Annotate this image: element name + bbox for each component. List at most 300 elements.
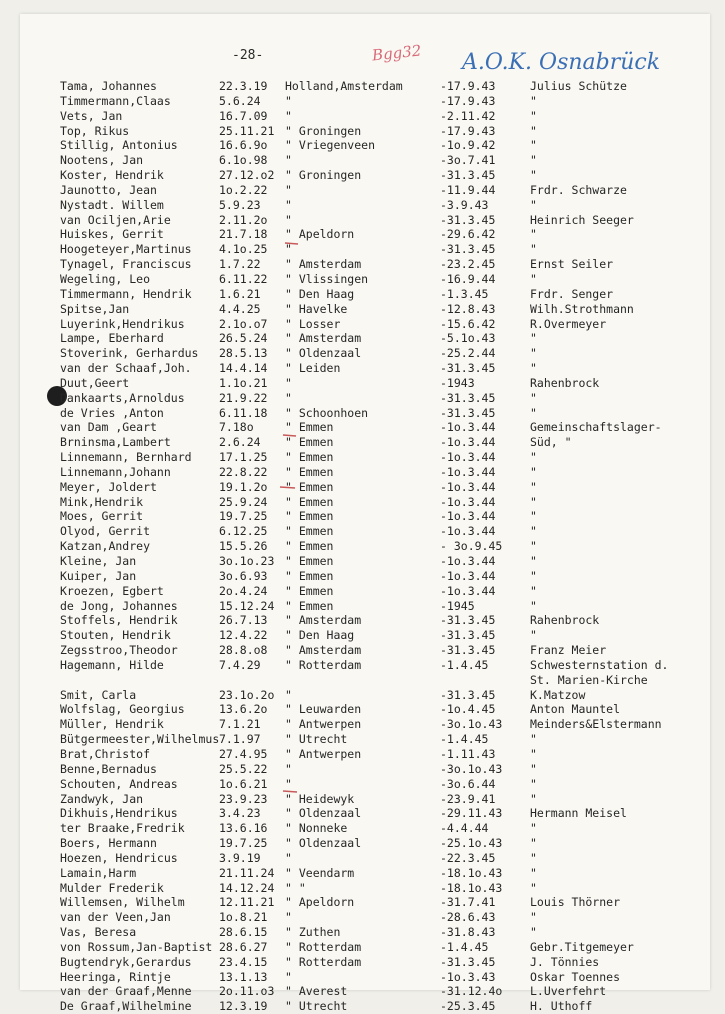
exit-date: -3.9.43 [440, 197, 489, 212]
origin-place: " Leiden [285, 361, 341, 376]
person-name: Nootens, Jan [60, 153, 144, 168]
origin-place: " Amsterdam [285, 613, 362, 628]
origin-place: " [285, 969, 292, 984]
origin-place: " [285, 687, 292, 702]
employer-name: " [530, 583, 537, 598]
exit-date: -25.2.44 [440, 346, 496, 361]
person-name: Willemsen, Wilhelm [60, 895, 185, 910]
exit-date: -31.12.4o [440, 984, 503, 999]
exit-date: -31.7.41 [440, 895, 496, 910]
person-name: Vas, Beresa [60, 925, 137, 940]
birth-date: 28.6.27 [219, 939, 268, 954]
employer-name: " [530, 628, 537, 643]
person-name: Tama, Johannes [60, 79, 157, 93]
birth-date: 1o.8.21 [219, 910, 268, 925]
birth-date: 21.7.18 [219, 227, 268, 242]
birth-date: 7.18o [219, 420, 254, 435]
employer-name: " [530, 464, 537, 479]
origin-place: " Emmen [285, 509, 334, 524]
table-row [60, 257, 700, 272]
person-name: Vets, Jan [60, 108, 123, 123]
person-name: Olyod, Gerrit [60, 524, 151, 539]
exit-date: -23.2.45 [440, 257, 496, 272]
employer-name: " [530, 138, 537, 153]
table-row [60, 569, 700, 584]
birth-date: 26.7.13 [219, 613, 268, 628]
exit-date: -25.1o.43 [440, 836, 503, 851]
employer-name: " [530, 910, 537, 925]
table-row [60, 806, 700, 821]
origin-place: " Heidewyk [285, 791, 355, 806]
person-name: van der Veen,Jan [60, 910, 171, 925]
exit-date: -1o.3.44 [440, 494, 496, 509]
exit-date: -2.11.42 [440, 108, 496, 123]
birth-date: 2o.11.o3 [219, 984, 275, 999]
person-name: Kroezen, Egbert [60, 583, 164, 598]
table-row [60, 124, 700, 139]
table-row [60, 376, 700, 391]
person-name: Mulder Frederik [60, 880, 164, 895]
table-row [60, 747, 700, 762]
person-name: Hoogeteyer,Martinus [60, 242, 192, 257]
exit-date: -1o.3.44 [440, 435, 496, 450]
person-name: Timmermann,Claas [60, 93, 171, 108]
employer-name: " [530, 197, 537, 212]
person-name: Wegeling, Leo [60, 271, 151, 286]
red-pencil-annotation: Bgg32 [371, 41, 423, 65]
table-row [60, 138, 700, 153]
origin-place: " Utrecht [285, 999, 348, 1014]
exit-date: -31.3.45 [440, 361, 496, 376]
birth-date: 22.8.22 [219, 464, 268, 479]
employer-name: Heinrich Seeger [530, 212, 634, 227]
origin-place: " [285, 108, 292, 123]
birth-date: 6.11.22 [219, 271, 268, 286]
origin-place: " Apeldorn [285, 227, 355, 242]
origin-place: " Rotterdam [285, 939, 362, 954]
employer-name: " [530, 168, 537, 183]
employer-name: " [530, 123, 537, 138]
person-name: Jaunotto, Jean [60, 182, 157, 197]
birth-date: 1.7.22 [219, 257, 261, 272]
employer-name: Franz Meier [530, 643, 607, 658]
origin-place: " [285, 375, 292, 390]
table-row [60, 955, 700, 970]
person-name: Hagemann, Hilde [60, 657, 164, 672]
birth-date: 25.9.24 [219, 494, 268, 509]
exit-date: -18.1o.43 [440, 865, 503, 880]
table-row [60, 450, 700, 465]
exit-date: -16.9.44 [440, 271, 496, 286]
origin-place: " Oldenzaal [285, 836, 362, 851]
blue-handwritten-annotation: A.O.K. Osnabrück [462, 50, 661, 75]
origin-place: " [285, 182, 292, 197]
birth-date: 15.5.26 [219, 539, 268, 554]
exit-date: -4.4.44 [440, 821, 489, 836]
table-row [60, 317, 700, 332]
origin-place: " [285, 910, 292, 925]
birth-date: 4.4.25 [219, 301, 261, 316]
origin-place: " Emmen [285, 494, 334, 509]
table-row [60, 287, 700, 302]
exit-date: -17.9.43 [440, 79, 496, 93]
person-name: Heeringa, Rintje [60, 969, 171, 984]
exit-date: -1o.9.42 [440, 138, 496, 153]
employer-name: " [530, 880, 537, 895]
table-row [60, 539, 700, 554]
origin-place: " Oldenzaal [285, 806, 362, 821]
birth-date: 2o.4.24 [219, 583, 268, 598]
birth-date: 2.11.2o [219, 212, 268, 227]
exit-date: -1o.3.44 [440, 420, 496, 435]
birth-date: 26.5.24 [219, 331, 268, 346]
origin-place: " [285, 850, 292, 865]
person-name: Katzan,Andrey [60, 539, 151, 554]
exit-date: -23.9.41 [440, 791, 496, 806]
origin-place: " Losser [285, 316, 341, 331]
table-row [60, 153, 700, 168]
employer-name: Gebr.Titgemeyer [530, 939, 634, 954]
exit-date: -3o.6.44 [440, 776, 496, 791]
origin-place: " Emmen [285, 464, 334, 479]
table-row [60, 732, 700, 747]
origin-place: " Antwerpen [285, 717, 362, 732]
employer-name: Julius Schütze [530, 79, 627, 93]
origin-place: " Zuthen [285, 925, 341, 940]
exit-date: -1o.4.45 [440, 702, 496, 717]
table-row [60, 584, 700, 599]
exit-date: -31.8.43 [440, 925, 496, 940]
person-name: Brat,Christof [60, 746, 151, 761]
table-row [60, 79, 700, 94]
birth-date: 1.6.21 [219, 286, 261, 301]
employer-name: Meinders&Elstermann [530, 717, 662, 732]
origin-place: " Emmen [285, 598, 334, 613]
birth-date: 23.1o.2o [219, 687, 275, 702]
employer-name: Rahenbrock [530, 613, 600, 628]
employer-name: Frdr. Senger [530, 286, 614, 301]
table-row [60, 391, 700, 406]
employer-name: " [530, 153, 537, 168]
birth-date: 6.12.25 [219, 524, 268, 539]
birth-date: 23.9.23 [219, 791, 268, 806]
birth-date: 4.1o.25 [219, 242, 268, 257]
person-name: Benne,Bernadus [60, 761, 157, 776]
exit-date: -31.3.45 [440, 954, 496, 969]
person-name: Stouten, Hendrik [60, 628, 171, 643]
birth-date: 1o.2.22 [219, 182, 268, 197]
person-name: ter Braake,Fredrik [60, 821, 185, 836]
birth-date: 2.1o.o7 [219, 316, 268, 331]
birth-date: 16.7.09 [219, 108, 268, 123]
table-row [60, 302, 700, 317]
employer-name: " [530, 821, 537, 836]
birth-date: 21.9.22 [219, 390, 268, 405]
exit-date: -1.4.45 [440, 939, 489, 954]
exit-date: -1.4.45 [440, 732, 489, 747]
person-name: de Vries ,Anton [60, 405, 164, 420]
birth-date: 1o.6.21 [219, 776, 268, 791]
table-row [60, 881, 700, 896]
table-row [60, 242, 700, 257]
exit-date: -17.9.43 [440, 123, 496, 138]
origin-place: " Den Haag [285, 286, 355, 301]
employer-name: " [530, 331, 537, 346]
person-name: Moes, Gerrit [60, 509, 144, 524]
employer-name: " [530, 93, 537, 108]
person-name: Top, Rikus [60, 123, 130, 138]
person-name: Zandwyk, Jan [60, 791, 144, 806]
person-name: Nystadt. Willem [60, 197, 164, 212]
birth-date: 7.1.97 [219, 732, 261, 747]
table-row [60, 168, 700, 183]
employer-name: " [530, 227, 537, 242]
birth-date: 16.6.9o [219, 138, 268, 153]
birth-date: 5.9.23 [219, 197, 261, 212]
table-row [60, 361, 700, 376]
origin-place: " Utrecht [285, 732, 348, 747]
employer-name: Frdr. Schwarze [530, 182, 627, 197]
origin-place: " Amsterdam [285, 257, 362, 272]
birth-date: 13.1.13 [219, 969, 268, 984]
employer-name: J. Tönnies [530, 954, 600, 969]
birth-date: 2.6.24 [219, 435, 261, 450]
person-name: Stillig, Antonius [60, 138, 178, 153]
table-row [60, 821, 700, 836]
table-row [60, 702, 700, 717]
exit-date: -5.1o.43 [440, 331, 496, 346]
employer-name: " [530, 346, 537, 361]
employer-name: K.Matzow [530, 687, 586, 702]
table-row [60, 999, 700, 1014]
employer-name: Gemeinschaftslager- [530, 420, 662, 435]
employer-name: H. Uthoff [530, 999, 593, 1014]
person-name: Wolfslag, Georgius [60, 702, 185, 717]
birth-date: 27.12.o2 [219, 168, 275, 183]
birth-date: 12.4.22 [219, 628, 268, 643]
exit-date: -11.9.44 [440, 182, 496, 197]
birth-date: 15.12.24 [219, 598, 275, 613]
birth-date: 13.6.16 [219, 821, 268, 836]
employer-name: St. Marien-Kirche [530, 672, 648, 687]
person-name: Brninsma,Lambert [60, 435, 171, 450]
origin-place: " Den Haag [285, 628, 355, 643]
exit-date: -31.3.45 [440, 168, 496, 183]
employer-name: Oskar Toennes [530, 969, 621, 984]
employer-name: " [530, 568, 537, 583]
exit-date: -31.3.45 [440, 390, 496, 405]
birth-date: 25.5.22 [219, 761, 268, 776]
employer-name: " [530, 450, 537, 465]
person-name: Koster, Hendrik [60, 168, 164, 183]
origin-place: " [285, 197, 292, 212]
employer-name: Rahenbrock [530, 375, 600, 390]
employer-name: " [530, 494, 537, 509]
origin-place: " [285, 242, 292, 257]
employer-name: " [530, 836, 537, 851]
employer-name: " [530, 746, 537, 761]
origin-place: " [285, 761, 292, 776]
origin-place: " Emmen [285, 479, 334, 494]
table-row [60, 346, 700, 361]
exit-date: -1o.3.44 [440, 464, 496, 479]
person-name: De Graaf,Wilhelmine [60, 999, 192, 1014]
employer-name: " [530, 271, 537, 286]
table-row [60, 509, 700, 524]
exit-date: -31.3.45 [440, 628, 496, 643]
person-name: Tynagel, Franciscus [60, 257, 192, 272]
table-row [60, 406, 700, 421]
exit-date: -31.3.45 [440, 405, 496, 420]
table-row [60, 866, 700, 881]
birth-date: 12.11.21 [219, 895, 275, 910]
birth-date: 3.4.23 [219, 806, 261, 821]
birth-date: 23.4.15 [219, 954, 268, 969]
birth-date: 28.8.o8 [219, 643, 268, 658]
table-row [60, 762, 700, 777]
birth-date: 12.3.19 [219, 999, 268, 1014]
person-name: Dankaarts,Arnoldus [60, 390, 185, 405]
person-name: van Ociljen,Arie [60, 212, 171, 227]
origin-place: " Havelke [285, 301, 348, 316]
table-row [60, 183, 700, 198]
employer-name: L.Uverfehrt [530, 984, 607, 999]
origin-place: " Emmen [285, 420, 334, 435]
origin-place: " [285, 390, 292, 405]
origin-place: " " [285, 880, 306, 895]
employer-name: " [530, 242, 537, 257]
origin-place: " Rotterdam [285, 954, 362, 969]
origin-place: " Emmen [285, 435, 334, 450]
exit-date: -1.4.45 [440, 657, 489, 672]
table-row [60, 599, 700, 614]
employer-name: Ernst Seiler [530, 257, 614, 272]
birth-date: 22.3.19 [219, 79, 268, 93]
exit-date: -1o.3.44 [440, 479, 496, 494]
employer-name: " [530, 479, 537, 494]
employer-name: " [530, 509, 537, 524]
employer-name: " [530, 405, 537, 420]
birth-date: 21.11.24 [219, 865, 275, 880]
person-name: Smit, Carla [60, 687, 137, 702]
origin-place: " Emmen [285, 568, 334, 583]
table-row [60, 777, 700, 792]
table-row [60, 970, 700, 985]
birth-date: 28.6.15 [219, 925, 268, 940]
employer-name: Louis Thörner [530, 895, 621, 910]
table-row [60, 688, 700, 703]
employer-name: Süd, " [530, 435, 572, 450]
origin-place: " Amsterdam [285, 331, 362, 346]
table-row [60, 613, 700, 628]
person-name: Bütgermeester,Wilhelmus [60, 732, 220, 747]
employer-name: " [530, 524, 537, 539]
employer-name: Wilh.Strothmann [530, 301, 634, 316]
employer-name: Hermann Meisel [530, 806, 627, 821]
exit-date: -1943 [440, 375, 475, 390]
origin-place: " Amsterdam [285, 643, 362, 658]
birth-date: 1.1o.21 [219, 375, 268, 390]
employer-name: " [530, 598, 537, 613]
origin-place: " Antwerpen [285, 746, 362, 761]
table-row [60, 420, 700, 435]
employer-name: " [530, 390, 537, 405]
table-row [60, 643, 700, 658]
table-row [60, 554, 700, 569]
table-row [60, 658, 700, 673]
table-row [60, 465, 700, 480]
table-row [60, 717, 700, 732]
table-row [60, 851, 700, 866]
register-table [60, 79, 700, 1014]
table-row [60, 435, 700, 450]
table-row [60, 109, 700, 124]
person-name: Lamain,Harm [60, 865, 137, 880]
birth-date: 14.4.14 [219, 361, 268, 376]
exit-date: -22.3.45 [440, 850, 496, 865]
page-number: -28- [232, 48, 264, 63]
exit-date: -3o.1o.43 [440, 761, 503, 776]
origin-place: " Vriegenveen [285, 138, 376, 153]
table-row [60, 984, 700, 999]
exit-date: -3o.1o.43 [440, 717, 503, 732]
table-row [60, 792, 700, 807]
table-row [60, 895, 700, 910]
birth-date: 25.11.21 [219, 123, 275, 138]
birth-date: 7.1.21 [219, 717, 261, 732]
employer-name: " [530, 539, 537, 554]
birth-date: 6.1o.98 [219, 153, 268, 168]
person-name: Hoezen, Hendricus [60, 850, 178, 865]
birth-date: 6.11.18 [219, 405, 268, 420]
origin-place: " Veendarm [285, 865, 355, 880]
person-name: Zegsstroo,Theodor [60, 643, 178, 658]
table-row [60, 628, 700, 643]
table-row [60, 94, 700, 109]
exit-date: - 3o.9.45 [440, 539, 503, 554]
origin-place: " Vlissingen [285, 271, 369, 286]
birth-date: 5.6.24 [219, 93, 261, 108]
table-row [60, 910, 700, 925]
exit-date: -1o.3.43 [440, 969, 496, 984]
person-name: Mink,Hendrik [60, 494, 144, 509]
table-row [60, 836, 700, 851]
table-row [60, 495, 700, 510]
employer-name: " [530, 791, 537, 806]
exit-date: -1o.3.44 [440, 583, 496, 598]
employer-name: " [530, 776, 537, 791]
person-name: Spitse,Jan [60, 301, 130, 316]
employer-name: Anton Mauntel [530, 702, 621, 717]
employer-name: " [530, 108, 537, 123]
table-row [60, 524, 700, 539]
employer-name: " [530, 361, 537, 376]
origin-place: " Leuwarden [285, 702, 362, 717]
person-name: Linnemann, Bernhard [60, 450, 192, 465]
exit-date: -18.1o.43 [440, 880, 503, 895]
person-name: Meyer, Joldert [60, 479, 157, 494]
exit-date: -1o.3.44 [440, 554, 496, 568]
person-name: van Dam ,Geart [60, 420, 157, 435]
person-name: Stoverink, Gerhardus [60, 346, 199, 361]
birth-date: 27.4.95 [219, 746, 268, 761]
person-name: van der Schaaf,Joh. [60, 361, 192, 376]
person-name: Linnemann,Johann [60, 464, 171, 479]
person-name: von Rossum,Jan-Baptist [60, 939, 213, 954]
exit-date: -1o.3.44 [440, 509, 496, 524]
person-name: Kuiper, Jan [60, 568, 137, 583]
birth-date: 3o.1o.23 [219, 554, 275, 568]
